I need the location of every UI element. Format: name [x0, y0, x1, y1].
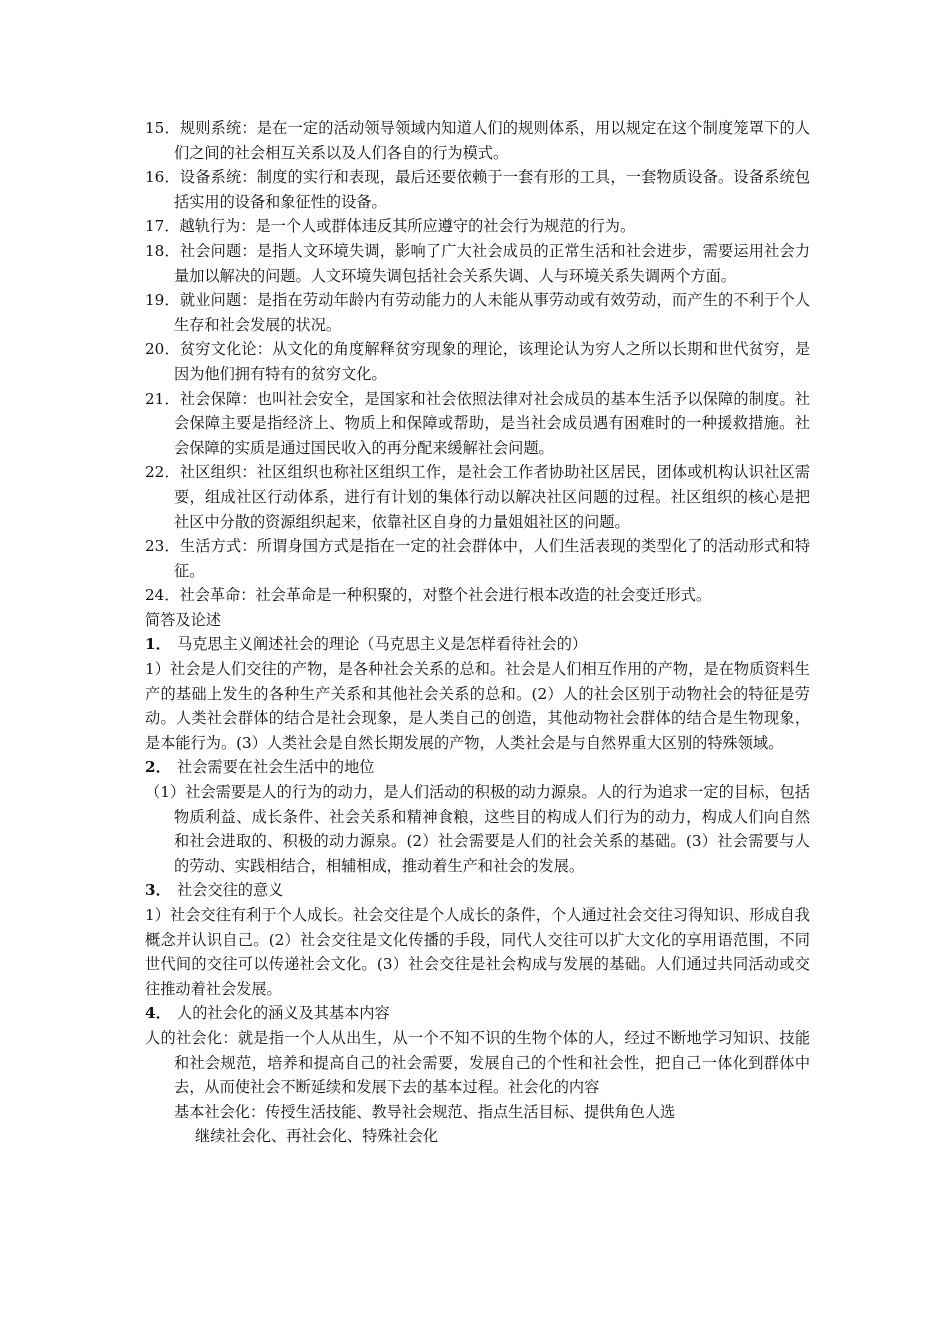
question-answer: 1）社会是人们交往的产物，是各种社会关系的总和。社会是人们相互作用的产物，是在物质资料生产的基础上发生的各种生产关系和其他社会关系的总和。(2）人的社会区别于动物社会的特征是劳动。人类社会群体的结合是社会现象，是人类自己的创造，其他动物社会群体的结合是生物现象，是本能行为。(3）人类社会是自然长期发展的产物，人类社会是与自然界重大区别的特殊领域。 [145, 660, 810, 752]
definition-number: 22． [145, 463, 180, 482]
definition-item [145, 165, 810, 214]
question-title: 社会交往的意义 [177, 881, 284, 900]
definition-number: 17． [145, 217, 180, 236]
definition-text: 规则系统：是在一定的活动领导领域内知道人们的规则体系，用以规定在这个制度笼罩下的人们之间的社会相互关系以及人们各自的行为模式。 [174, 119, 811, 162]
question-title: 人的社会化的涵义及其基本内容 [177, 1004, 390, 1023]
question-title: 马克思主义阐述社会的理论（马克思主义是怎样看待社会的） [177, 635, 588, 654]
definition-number: 19． [145, 291, 180, 310]
definition-number: 20． [145, 340, 180, 359]
definition-item [145, 583, 810, 608]
question-title: 社会需要在社会生活中的地位 [177, 758, 375, 777]
question-answer: （1）社会需要是人的行为的动力，是人们活动的积极的动力源泉。人的行为追求一定的目标，包括物质利益、成长条件、社会关系和精神食粮，这些目的构成人们行为的动力，构成人们向自然和社会进取的、积极的动力源泉。(2）社会需要是人们的社会关系的基础。(3）社会需要与人的劳动、实践相结合，相辅相成，推动着生产和社会的发展。 [145, 783, 810, 875]
definition-number: 21． [145, 389, 180, 408]
definition-number: 15． [145, 119, 180, 137]
document-page [145, 116, 810, 1149]
question-heading [145, 1001, 810, 1026]
answer-subline: 基本社会化：传授生活技能、教导社会规范、指点生活目标、提供角色人选 [174, 1102, 676, 1121]
definition-item [145, 337, 810, 386]
question-number: 3． [145, 881, 171, 900]
definition-item [145, 534, 810, 583]
question-number: 4． [145, 1004, 171, 1023]
definition-item [145, 239, 810, 288]
definition-number: 23． [145, 537, 180, 556]
question-heading [145, 755, 810, 780]
definition-item [145, 288, 810, 337]
question-heading [145, 878, 810, 903]
definition-text: 越轨行为：是一个人或群体违反其所应遵守的社会行为规范的行为。 [179, 217, 636, 236]
definition-number: 24． [145, 586, 180, 605]
question-number: 2． [145, 758, 171, 777]
definition-text: 社区组织：社区组织也称社区组织工作，是社会工作者协助社区居民，团体或机构认识社区需要，组成社区行动体系，进行有计划的集体行动以解决社区问题的过程。社区组织的核心是把社区中分散的资源组织起来，依靠社区自身的力量姐姐社区的问题。 [174, 463, 811, 531]
definition-item [145, 460, 810, 534]
section-title: 简答及论述 [145, 610, 221, 629]
question-answer: 1）社会交往有利于个人成长。社会交往是个人成长的条件，个人通过社会交往习得知识、形成自我概念并认识自己。(2）社会交往是文化传播的手段，同代人交往可以扩大文化的享用语范围，不同世代间的交往可以传递社会文化。(3）社会交往是社会构成与发展的基础。人们通过共同活动或交往推动着社会发展。 [145, 906, 810, 998]
definition-text: 社会革命：社会革命是一种积聚的，对整个社会进行根本改造的社会变迁形式。 [179, 586, 712, 605]
definition-item [145, 116, 810, 165]
definition-item [145, 214, 810, 239]
definition-text: 设备系统：制度的实行和表现，最后还要依赖于一套有形的工具，一套物质设备。设备系统包括实用的设备和象征性的设备。 [174, 168, 811, 211]
answer-subline: 继续社会化、再社会化、特殊社会化 [195, 1127, 438, 1146]
question-answer: 人的社会化：就是指一个人从出生，从一个不知不识的生物个体的人，经过不断地学习知识、技能和社会规范，培养和提高自己的社会需要，发展自己的个性和社会性，把自己一体化到群体中去，从而使社会不断延续和发展下去的基本过程。社会化的内容 [145, 1028, 810, 1097]
definition-text: 社会问题：是指人文环境失调，影响了广大社会成员的正常生活和社会进步，需要运用社会力量加以解决的问题。人文环境失调包括社会关系失调、人与环境关系失调两个方面。 [174, 241, 811, 285]
question-number: 1． [145, 635, 171, 654]
definition-text: 社会保障：也叫社会安全，是国家和社会依照法律对社会成员的基本生活予以保障的制度。社会保障主要是指经济上、物质上和保障或帮助，是当社会成员遇有困难时的一种援救措施。社会保障的实质是通过国民收入的再分配来缓解社会问题。 [174, 389, 811, 457]
definition-text: 就业问题：是指在劳动年龄内有劳动能力的人未能从事劳动或有效劳动，而产生的不利于个人生存和社会发展的状况。 [174, 291, 811, 334]
question-heading [145, 632, 810, 657]
definition-number: 16． [145, 168, 180, 187]
definition-text: 贫穷文化论：从文化的角度解释贫穷现象的理论，该理论认为穷人之所以长期和世代贫穷，是因为他们拥有特有的贫穷文化。 [174, 340, 811, 383]
definition-number: 18． [145, 241, 180, 260]
definition-item [145, 387, 810, 461]
definition-text: 生活方式：所谓身国方式是指在一定的社会群体中，人们生活表现的类型化了的活动形式和特征。 [174, 537, 811, 580]
